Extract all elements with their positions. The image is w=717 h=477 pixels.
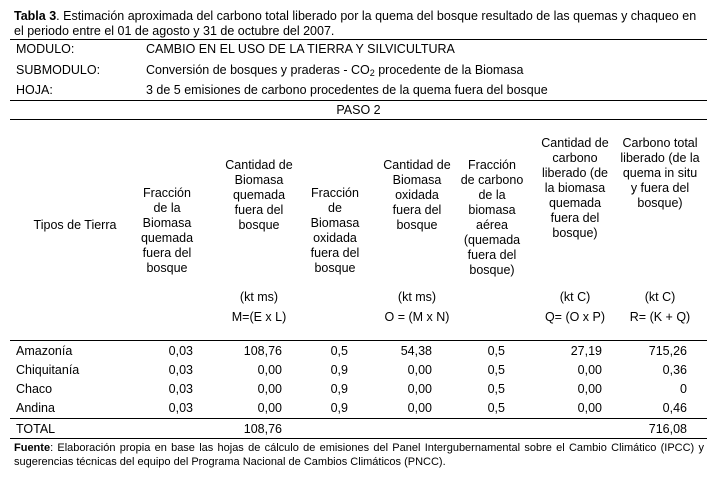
rule-above-paso <box>10 100 707 101</box>
col-header-frac-carbono: Fracción de carbono de la biomasa aérea (quemada fuera del bosque) <box>460 158 524 277</box>
cell-carbono-total: 0,36 <box>662 363 687 377</box>
formula-cant-quemada: M=(E x L) <box>231 310 287 324</box>
col-header-carbono-total: Carbono total liberado (de la quema in situ y fuera del bosque) <box>620 136 700 210</box>
col-header-frac-oxidada: Fracción de Biomasa oxidada fuera del bosque <box>310 186 360 275</box>
total-carbono-total: 716,08 <box>648 422 687 436</box>
cell-frac-oxidada: 0,9 <box>330 363 348 377</box>
rule-below-header <box>10 340 707 341</box>
formula-carbono-liberado: Q= (O x P) <box>544 310 606 324</box>
total-cant-quemada: 108,76 <box>243 422 282 436</box>
source-note <box>14 441 704 469</box>
rule-above-total <box>10 418 707 419</box>
cell-cant-quemada: 0,00 <box>257 363 282 377</box>
cell-frac-quemada: 0,03 <box>168 363 193 377</box>
cell-frac-carbono: 0,5 <box>487 382 505 396</box>
cell-frac-quemada: 0,03 <box>168 344 193 358</box>
source-text: : Elaboración propia en base las hojas de cálculo de emisiones del Panel Intergubernamental sobre el Cambio Climático (IPCC) y sugerencias técnicas del equipo del Programa Nacional de Cambios Climáticos (PNCC). <box>14 442 704 468</box>
unit-carbono-total: (kt C) <box>644 290 676 304</box>
cell-tipo: Chiquitanía <box>16 363 80 377</box>
formula-carbono-total: R= (K + Q) <box>629 310 691 324</box>
submodulo-value-post: procedente de la Biomasa <box>374 63 524 77</box>
col-header-carbono-liberado: Cantidad de carbono liberado (de la biomasa quemada fuera del bosque) <box>541 136 609 240</box>
cell-cant-oxidada: 0,00 <box>407 382 432 396</box>
cell-cant-quemada: 0,00 <box>257 401 282 415</box>
cell-tipo: Chaco <box>16 382 53 396</box>
submodulo-label: SUBMODULO: <box>16 63 101 77</box>
cell-cant-quemada: 108,76 <box>243 344 282 358</box>
rule-below-paso <box>10 119 707 120</box>
cell-cant-oxidada: 0,00 <box>407 363 432 377</box>
cell-tipo: Amazonía <box>16 344 73 358</box>
unit-cant-oxidada: (kt ms) <box>397 290 437 304</box>
cell-cant-oxidada: 0,00 <box>407 401 432 415</box>
cell-frac-oxidada: 0,9 <box>330 382 348 396</box>
caption-label: Tabla 3 <box>14 9 57 23</box>
total-label: TOTAL <box>16 422 56 436</box>
cell-carbono-liberado: 0,00 <box>577 363 602 377</box>
cell-frac-oxidada: 0,5 <box>330 344 348 358</box>
formula-cant-oxidada: O = (M x N) <box>384 310 450 324</box>
cell-cant-oxidada: 54,38 <box>400 344 432 358</box>
submodulo-value-sub: 2 <box>369 68 375 78</box>
cell-frac-carbono: 0,5 <box>487 401 505 415</box>
cell-tipo: Andina <box>16 401 55 415</box>
unit-carbono-liberado: (kt C) <box>559 290 591 304</box>
modulo-label: MODULO: <box>16 42 75 56</box>
submodulo-value <box>146 62 523 81</box>
cell-cant-quemada: 0,00 <box>257 382 282 396</box>
col-header-cant-quemada: Cantidad de Biomasa quemada fuera del bosque <box>225 158 293 232</box>
hoja-value: 3 de 5 emisiones de carbono procedentes de la quema fuera del bosque <box>146 83 548 97</box>
cell-carbono-liberado: 0,00 <box>577 382 602 396</box>
cell-carbono-total: 0,46 <box>662 401 687 415</box>
cell-carbono-liberado: 0,00 <box>577 401 602 415</box>
unit-cant-quemada: (kt ms) <box>239 290 279 304</box>
source-label: Fuente <box>14 442 51 454</box>
col-header-tipos: Tipos de Tierra <box>33 218 117 232</box>
top-rule <box>10 39 707 40</box>
modulo-value: CAMBIO EN EL USO DE LA TIERRA Y SILVICULTURA <box>146 42 455 56</box>
cell-carbono-liberado: 27,19 <box>570 344 602 358</box>
col-header-cant-oxidada: Cantidad de Biomasa oxidada fuera del bosque <box>383 158 451 232</box>
cell-frac-oxidada: 0,9 <box>330 401 348 415</box>
cell-carbono-total: 0 <box>680 382 687 396</box>
cell-frac-carbono: 0,5 <box>487 363 505 377</box>
cell-frac-quemada: 0,03 <box>168 382 193 396</box>
cell-frac-carbono: 0,5 <box>487 344 505 358</box>
caption-text: . Estimación aproximada del carbono total liberado por la quema del bosque resultado de las quemas y chaqueo en el periodo entre el 01 de agosto y 31 de octubre del 2007. <box>14 9 697 38</box>
hoja-label: HOJA: <box>16 83 53 97</box>
cell-carbono-total: 715,26 <box>648 344 687 358</box>
paso-title: PASO 2 <box>336 103 381 117</box>
bottom-rule <box>10 438 707 439</box>
cell-frac-quemada: 0,03 <box>168 401 193 415</box>
table-caption <box>14 9 702 39</box>
submodulo-value-pre: Conversión de bosques y praderas - CO <box>146 63 370 77</box>
col-header-frac-quemada: Fracción de la Biomasa quemada fuera del bosque <box>140 186 194 275</box>
